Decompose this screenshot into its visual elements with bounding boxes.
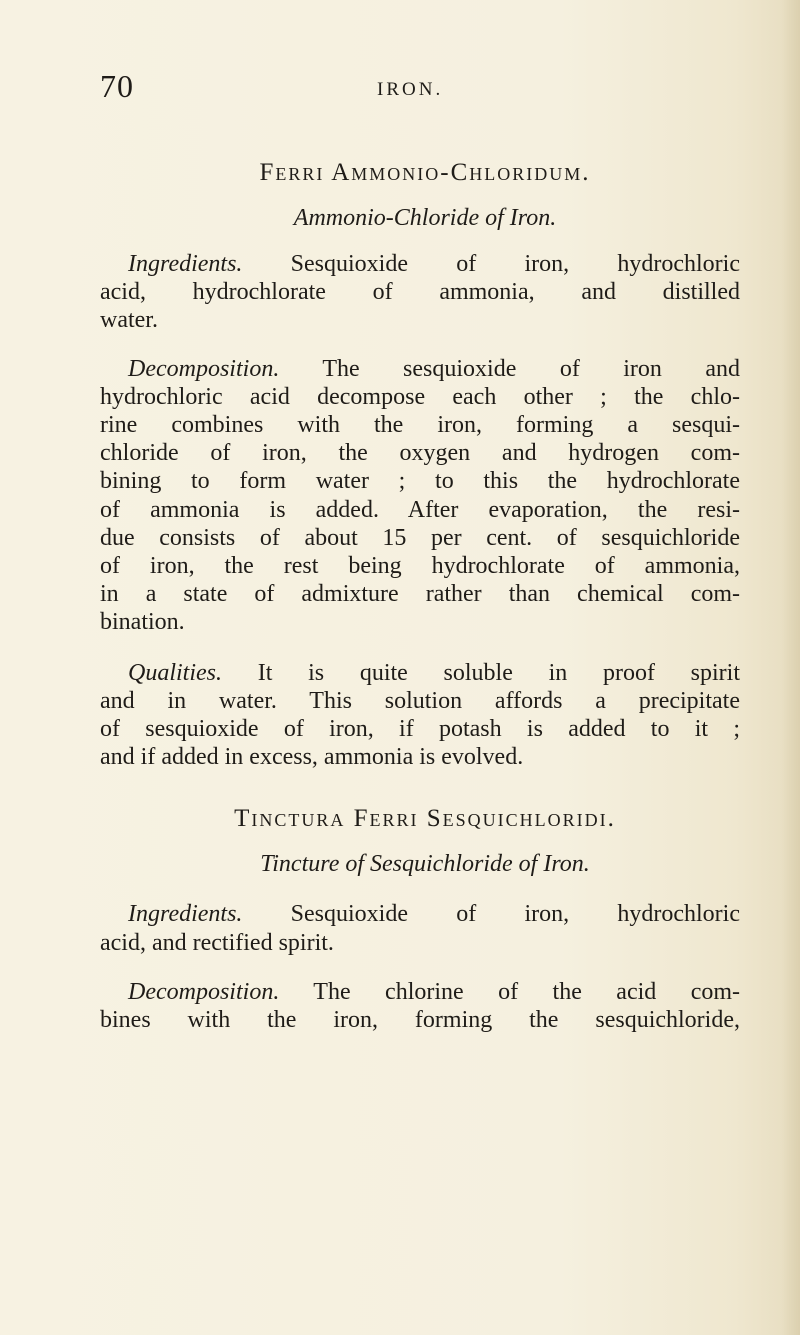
text-line: and if added in excess, ammonia is evolved. [100, 744, 524, 771]
text-line: Qualities. It is quite soluble in proof spirit [128, 659, 740, 686]
section-heading: Tinctura Ferri Sesquichloridi. [234, 805, 616, 833]
paragraph-decomposition [100, 978, 740, 1034]
paragraph-ingredients [100, 900, 740, 956]
text-line: due consists of about 15 per cent. of sesquichloride [100, 524, 740, 551]
text-line: water. [100, 307, 158, 334]
paragraph-lead: Ingredients. [128, 251, 243, 277]
section-subheading: Ammonio-Chloride of Iron. [293, 205, 557, 231]
section-subheading: Tincture of Sesquichloride of Iron. [260, 851, 590, 878]
text-line: Ingredients. Sesquioxide of iron, hydrochloric [128, 251, 740, 277]
text-line: Ingredients. Sesquioxide of iron, hydrochloric [128, 901, 740, 928]
text-line: in a state of admixture rather than chemical com- [100, 581, 740, 608]
page-number: 70 [100, 68, 134, 104]
text-line: Decomposition. The sesquioxide of iron and [128, 355, 740, 382]
text-line: rine combines with the iron, forming a sesqui- [100, 412, 740, 439]
paragraph-qualities [100, 659, 740, 772]
paragraph-ingredients [100, 250, 740, 335]
text-line: chloride of iron, the oxygen and hydrogen com- [100, 440, 740, 467]
text-line: of iron, the rest being hydrochlorate of ammonia, [100, 553, 740, 580]
paragraph-lead: Decomposition. [128, 978, 280, 1005]
text-line: of sesquioxide of iron, if potash is added to it ; [100, 716, 740, 743]
text-line: hydrochloric acid decompose each other ; the chlo- [100, 383, 740, 410]
text-line: bines with the iron, forming the sesquichloride, [100, 1007, 740, 1034]
text-line: acid, hydrochlorate of ammonia, and distilled [100, 279, 740, 306]
paragraph-lead: Decomposition. [128, 355, 280, 382]
page-edge-shadow [782, 0, 800, 1335]
section-heading: Ferri Ammonio-Chloridum. [259, 159, 591, 186]
text-line: and in water. This solution affords a precipitate [100, 687, 740, 714]
text-line: acid, and rectified spirit. [100, 929, 334, 956]
text-line: of ammonia is added. After evaporation, the resi- [100, 496, 740, 523]
page-body [100, 158, 740, 1034]
paragraph-lead: Qualities. [128, 659, 222, 686]
text-line: Decomposition. The chlorine of the acid com- [128, 978, 740, 1005]
text-line: bining to form water ; to this the hydrochlorate [100, 468, 740, 495]
paragraph-decomposition [100, 355, 740, 637]
running-head [100, 68, 780, 108]
running-title: IRON. [377, 79, 444, 100]
paragraph-lead: Ingredients. [128, 901, 243, 928]
text-line: bination. [100, 609, 185, 636]
